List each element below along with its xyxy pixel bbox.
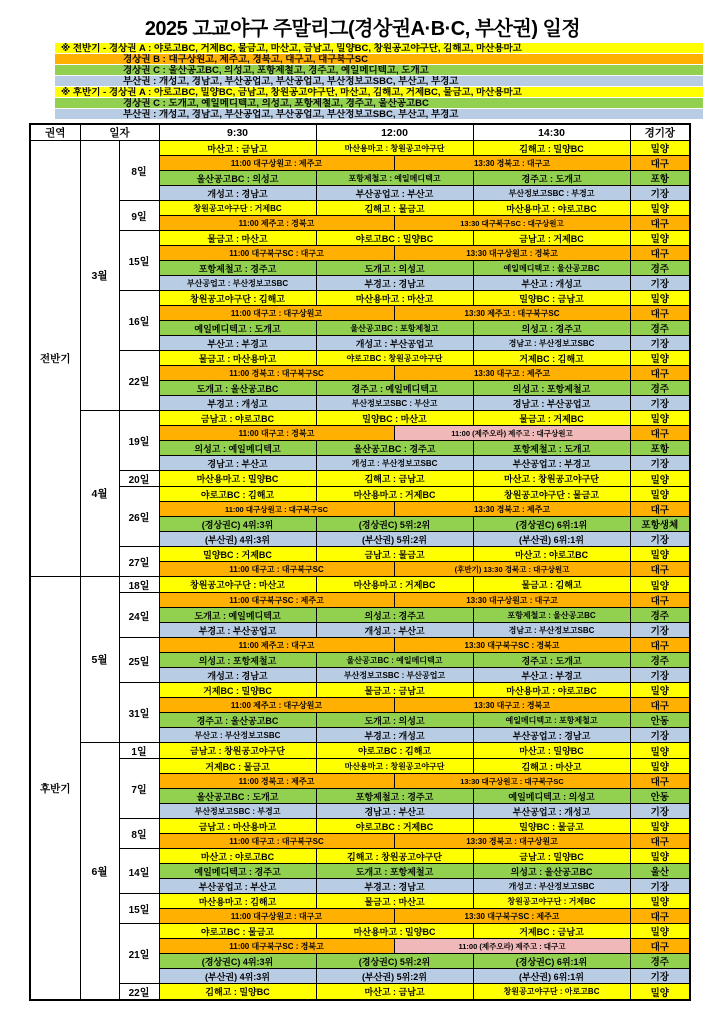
venue-cell: 대구	[630, 939, 690, 954]
venue-cell: 포항	[630, 171, 690, 186]
table-header-row	[30, 124, 690, 141]
game-cell: 부산고 : 부경고	[473, 668, 630, 683]
game-cell: 김해고 : 밀양BC	[473, 141, 630, 156]
game-cell: 13:30 대구상원고 : 대구북구SC	[394, 774, 630, 789]
game-cell: 야로고BC : 밀양BC	[316, 231, 473, 246]
game-cell: 경남고 : 부산고	[159, 456, 316, 471]
game-cell: 경주고 : 울산공고BC	[159, 713, 316, 728]
game-cell: 울산공고BC : 포항제철고	[316, 321, 473, 336]
game-cell: 창원공고야구단 : 물금고	[473, 487, 630, 502]
venue-cell: 밀양	[630, 577, 690, 593]
header-time-1430: 14:30	[473, 124, 630, 141]
game-cell: 13:30 대구고 : 제주고	[394, 366, 630, 381]
game-cell: 의성고 : 울산공고BC	[473, 864, 630, 879]
game-cell: 11:00 대구북구SC : 경북고	[159, 939, 394, 954]
game-cell: 부경고 : 경남고	[316, 276, 473, 291]
game-cell: 도개고 : 의성고	[316, 713, 473, 728]
game-cell: 11:00 대구고 : 대구북구SC	[159, 562, 394, 577]
day-cell: 21일	[119, 924, 159, 984]
game-cell: 의성고 : 예일메디텍고	[159, 441, 316, 456]
schedule-row	[30, 638, 690, 653]
game-cell: 부산공업고 : 경남고	[473, 728, 630, 743]
game-cell: (경상권C) 6위:1위	[473, 517, 630, 532]
schedule-row	[30, 759, 690, 774]
game-cell: 경남고 : 부산정보고SBC	[473, 623, 630, 638]
game-cell: 물금고 : 마산고	[159, 231, 316, 246]
game-cell: 부산정보고SBC : 부경고	[159, 804, 316, 819]
game-cell: 부산공업고 : 부산고	[159, 879, 316, 894]
venue-cell: 밀양	[630, 141, 690, 156]
game-cell: 부산공업고 : 개성고	[473, 804, 630, 819]
venue-cell: 밀양	[630, 819, 690, 834]
legend-line-6: 경상권 C : 도개고, 예일메디텍고, 의성고, 포항제철고, 경주고, 울산공고BC	[55, 98, 703, 109]
game-cell: 13:30 대구북구SC : 제주고	[394, 909, 630, 924]
venue-cell: 밀양	[630, 471, 690, 487]
venue-cell: 경주	[630, 321, 690, 336]
game-cell: 도개고 : 울산공고BC	[159, 381, 316, 396]
game-cell: 창원공고야구단 : 김해고	[159, 291, 316, 306]
day-cell: 15일	[119, 894, 159, 924]
venue-cell: 밀양	[630, 759, 690, 774]
venue-cell: 밀양	[630, 743, 690, 759]
schedule-row	[30, 291, 690, 306]
game-cell: (경상권C) 6위:1위	[473, 954, 630, 969]
venue-cell: 밀양	[630, 201, 690, 216]
game-cell: 야로고BC : 물금고	[159, 924, 316, 939]
schedule-row	[30, 547, 690, 562]
venue-cell: 대구	[630, 562, 690, 577]
game-cell: 물금고 : 거제BC	[473, 411, 630, 426]
game-cell: 물금고 : 금남고	[316, 683, 473, 698]
game-cell: 경남고 : 부산고	[316, 804, 473, 819]
venue-cell: 대구	[630, 909, 690, 924]
game-cell: 부경고 : 개성고	[159, 396, 316, 411]
game-cell: 13:30 대구북구SC : 대구상원고	[394, 216, 630, 231]
venue-cell: 밀양	[630, 231, 690, 246]
game-cell: 11:00 대구상원고 : 제주고	[159, 156, 394, 171]
game-cell: 11:00 대구상원고 : 대구고	[159, 909, 394, 924]
venue-cell: 경주	[630, 261, 690, 276]
game-cell: 김해고 : 창원공고야구단	[316, 849, 473, 864]
game-cell: 13:30 대구고 : 경북고	[394, 698, 630, 713]
game-cell: 마산고 : 야로고BC	[159, 849, 316, 864]
venue-cell: 울산	[630, 864, 690, 879]
game-cell: 13:30 제주고 : 대구북구SC	[394, 306, 630, 321]
game-cell: 도개고 : 포항제철고	[316, 864, 473, 879]
game-cell: 13:30 대구상원고 : 경북고	[394, 246, 630, 261]
game-cell: 마산용마고 : 밀양BC	[159, 471, 316, 487]
game-cell: 물금고 : 마산용마고	[159, 351, 316, 366]
game-cell: 마산고 : 밀양BC	[473, 743, 630, 759]
game-cell: 부산정보고SBC : 부경고	[473, 186, 630, 201]
game-cell: (경상권C) 4위:3위	[159, 517, 316, 532]
game-cell: 김해고 : 밀양BC	[159, 984, 316, 1001]
game-cell: (부산권) 4위:3위	[159, 969, 316, 984]
legend-block	[55, 43, 703, 120]
game-cell: (부산권) 4위:3위	[159, 532, 316, 547]
game-cell: 금남고 : 마산용마고	[159, 819, 316, 834]
venue-cell: 대구	[630, 774, 690, 789]
game-cell: 부경고 : 경남고	[316, 879, 473, 894]
game-cell: 의성고 : 경주고	[473, 321, 630, 336]
venue-cell: 대구	[630, 216, 690, 231]
game-cell: 11:00 대구북구SC : 대구고	[159, 246, 394, 261]
venue-cell: 안동	[630, 713, 690, 728]
game-cell: 금남고 : 창원공고야구단	[159, 743, 316, 759]
venue-cell: 대구	[630, 366, 690, 381]
game-cell: 거제BC : 밀양BC	[159, 683, 316, 698]
game-cell: 부산공업고 : 부경고	[473, 456, 630, 471]
schedule-row	[30, 743, 690, 759]
venue-cell: 대구	[630, 593, 690, 608]
game-cell: 마산용마고 : 야로고BC	[473, 683, 630, 698]
game-cell: 마산고 : 금남고	[159, 141, 316, 156]
game-cell: 밀양BC : 거제BC	[159, 547, 316, 562]
day-cell: 14일	[119, 849, 159, 894]
game-cell: (경상권C) 4위:3위	[159, 954, 316, 969]
game-cell: 금남고 : 물금고	[316, 547, 473, 562]
day-cell: 26일	[119, 487, 159, 547]
venue-cell: 밀양	[630, 547, 690, 562]
day-cell: 22일	[119, 984, 159, 1001]
venue-cell: 대구	[630, 834, 690, 849]
game-cell: (부산권) 5위:2위	[316, 532, 473, 547]
game-cell: 개성고 : 부산공업고	[316, 336, 473, 351]
game-cell: 밀양BC : 마산고	[316, 411, 473, 426]
game-cell: 부산공업고 : 부산정보고SBC	[159, 276, 316, 291]
game-cell: 13:30 경북고 : 대구상원고	[394, 834, 630, 849]
month-cell: 6월	[80, 743, 119, 1001]
game-cell: 경남고 : 부산공업고	[473, 396, 630, 411]
schedule-row	[30, 351, 690, 366]
venue-cell: 기장	[630, 186, 690, 201]
game-cell: 의성고 : 포항제철고	[473, 381, 630, 396]
game-cell: 물금고 : 마산고	[316, 894, 473, 909]
day-cell: 8일	[119, 819, 159, 849]
venue-cell: 경주	[630, 653, 690, 668]
month-cell: 4월	[80, 411, 119, 577]
game-cell: 개성고 : 경남고	[159, 186, 316, 201]
venue-cell: 대구	[630, 246, 690, 261]
game-cell: 11:00 (제주오라) 제주고 : 대구상원고	[394, 426, 630, 441]
venue-cell: 밀양	[630, 487, 690, 502]
venue-cell: 경주	[630, 381, 690, 396]
venue-cell: 밀양	[630, 683, 690, 698]
game-cell: 마산용마고 : 창원공고야구단	[316, 141, 473, 156]
venue-cell: 밀양	[630, 894, 690, 909]
game-cell: 11:00 대구고 : 경북고	[159, 426, 394, 441]
venue-cell: 대구	[630, 306, 690, 321]
game-cell: (경상권C) 5위:2위	[316, 954, 473, 969]
schedule-row	[30, 819, 690, 834]
game-cell: 13:30 경북고 : 대구고	[394, 156, 630, 171]
game-cell: 부산정보고SBC : 부산고	[316, 396, 473, 411]
schedule-body	[30, 141, 690, 1001]
game-cell: 의성고 : 포항제철고	[159, 653, 316, 668]
game-cell: 울산공고BC : 의성고	[159, 171, 316, 186]
day-cell: 8일	[119, 141, 159, 201]
venue-cell: 대구	[630, 426, 690, 441]
schedule-row	[30, 231, 690, 246]
venue-cell: 기장	[630, 396, 690, 411]
schedule-row	[30, 849, 690, 864]
venue-cell: 기장	[630, 532, 690, 547]
game-cell: 예일메디텍고 : 경주고	[159, 864, 316, 879]
game-cell: 거제BC : 금남고	[473, 924, 630, 939]
game-cell: 11:00 (제주오라) 제주고 : 대구고	[394, 939, 630, 954]
venue-cell: 기장	[630, 456, 690, 471]
day-cell: 27일	[119, 547, 159, 577]
venue-cell: 기장	[630, 668, 690, 683]
legend-line-3: 경상권 C : 울산공고BC, 의성고, 포항제철고, 경주고, 예일메디텍고, 도개고	[55, 65, 703, 76]
game-cell: 포항제철고 : 경주고	[316, 789, 473, 804]
game-cell: 11:00 대구고 : 대구상원고	[159, 306, 394, 321]
header-region: 권역	[30, 124, 80, 141]
game-cell: 김해고 : 금남고	[316, 471, 473, 487]
legend-line-1: ※ 전반기 - 경상권 A : 야로고BC, 거제BC, 물금고, 마산고, 금남고, 밀양BC, 창원공고야구단, 김해고, 마산용마고	[55, 43, 703, 54]
game-cell: (경상권C) 5위:2위	[316, 517, 473, 532]
legend-line-2: 경상권 B : 대구상원고, 제주고, 경북고, 대구고, 대구북구SC	[55, 54, 703, 65]
game-cell: 11:00 제주고 : 대구고	[159, 638, 394, 653]
game-cell: 울산공고BC : 예일메디텍고	[316, 653, 473, 668]
day-cell: 19일	[119, 411, 159, 471]
venue-cell: 기장	[630, 623, 690, 638]
game-cell: 부경고 : 개성고	[316, 728, 473, 743]
game-cell: 마산용마고 : 거제BC	[316, 577, 473, 593]
game-cell: 창원공고야구단 : 거제BC	[159, 201, 316, 216]
game-cell: 김해고 : 마산고	[473, 759, 630, 774]
game-cell: 마산용마고 : 야로고BC	[473, 201, 630, 216]
venue-cell: 안동	[630, 789, 690, 804]
header-time-1200: 12:00	[316, 124, 473, 141]
schedule-row	[30, 141, 690, 156]
day-cell: 15일	[119, 231, 159, 291]
header-time-930: 9:30	[159, 124, 316, 141]
venue-cell: 밀양	[630, 411, 690, 426]
game-cell: 경주고 : 도개고	[473, 653, 630, 668]
game-cell: 의성고 : 경주고	[316, 608, 473, 623]
game-cell: 창원공고야구단 : 마산고	[159, 577, 316, 593]
page-title: 2025 고교야구 주말리그(경상권A·B·C, 부산권) 일정	[144, 18, 581, 40]
game-cell: 개성고 : 부산정보고SBC	[316, 456, 473, 471]
schedule-row	[30, 201, 690, 216]
game-cell: 김해고 : 물금고	[316, 201, 473, 216]
game-cell: 마산용마고 : 밀양BC	[316, 924, 473, 939]
game-cell: 마산용마고 : 마산고	[316, 291, 473, 306]
game-cell: 마산용마고 : 김해고	[159, 894, 316, 909]
header-venue: 경기장	[630, 124, 690, 141]
month-cell: 5월	[80, 577, 119, 743]
schedule-table	[29, 123, 691, 1001]
header-date: 일자	[80, 124, 159, 141]
game-cell: 부산고 : 부경고	[159, 336, 316, 351]
schedule-row	[30, 683, 690, 698]
game-cell: 밀양BC : 물금고	[473, 819, 630, 834]
game-cell: 거제BC : 물금고	[159, 759, 316, 774]
game-cell: 11:00 제주고 : 경북고	[159, 216, 394, 231]
game-cell: 경주고 : 예일메디텍고	[316, 381, 473, 396]
game-cell: 도개고 : 의성고	[316, 261, 473, 276]
venue-cell: 밀양	[630, 984, 690, 1001]
game-cell: 11:00 제주고 : 대구상원고	[159, 698, 394, 713]
legend-line-7: 부산권 : 개성고, 경남고, 부산공업고, 부산공업고, 부산정보고SBC, 부산고, 부경고	[55, 109, 703, 120]
day-cell: 24일	[119, 593, 159, 638]
game-cell: 울산공고BC : 경주고	[316, 441, 473, 456]
game-cell: (부산권) 5위:2위	[316, 969, 473, 984]
venue-cell: 기장	[630, 969, 690, 984]
game-cell: (부산권) 6위:1위	[473, 532, 630, 547]
venue-cell: 기장	[630, 804, 690, 819]
venue-cell: 포항	[630, 441, 690, 456]
venue-cell: 대구	[630, 698, 690, 713]
game-cell: 부산고 : 부산정보고SBC	[159, 728, 316, 743]
month-cell: 3월	[80, 141, 119, 411]
schedule-row	[30, 471, 690, 487]
schedule-row	[30, 894, 690, 909]
schedule-row	[30, 577, 690, 593]
day-cell: 22일	[119, 351, 159, 411]
game-cell: 울산공고BC : 도개고	[159, 789, 316, 804]
legend-line-5: ※ 후반기 - 경상권 A : 아로고BC, 밀양BC, 금남고, 창원공고야구단, 마산고, 김해고, 거제BC, 물금고, 마산용마고	[55, 87, 703, 98]
game-cell: 개성고 : 부산정보고SBC	[473, 879, 630, 894]
schedule-row	[30, 411, 690, 426]
game-cell: (부산권) 6위:1위	[473, 969, 630, 984]
game-cell: 부경고 : 부산공업고	[159, 623, 316, 638]
game-cell: 13:30 대구북구SC : 경북고	[394, 638, 630, 653]
game-cell: 야로고BC : 김해고	[159, 487, 316, 502]
game-cell: 11:00 경북고 : 대구북구SC	[159, 366, 394, 381]
game-cell: 금남고 : 야로고BC	[159, 411, 316, 426]
game-cell: 경남고 : 부산정보고SBC	[473, 336, 630, 351]
game-cell: 11:00 대구북구SC : 제주고	[159, 593, 394, 608]
game-cell: 개성고 : 경남고	[159, 668, 316, 683]
venue-cell: 밀양	[630, 849, 690, 864]
day-cell: 16일	[119, 291, 159, 351]
venue-cell: 기장	[630, 879, 690, 894]
game-cell: 물금고 : 김해고	[473, 577, 630, 593]
game-cell: 11:00 대구상원고 : 대구북구SC	[159, 502, 394, 517]
game-cell: 11:00 경북고 : 제주고	[159, 774, 394, 789]
game-cell: 개성고 : 부산고	[316, 623, 473, 638]
venue-cell: 경주	[630, 608, 690, 623]
venue-cell: 밀양	[630, 291, 690, 306]
game-cell: 예일메디텍고 : 의성고	[473, 789, 630, 804]
game-cell: 야로고BC : 거제BC	[316, 819, 473, 834]
day-cell: 25일	[119, 638, 159, 683]
venue-cell: 경주	[630, 954, 690, 969]
game-cell: 부산정보고SBC : 부산공업고	[316, 668, 473, 683]
section-cell: 후반기	[30, 577, 80, 1001]
venue-cell: 대구	[630, 502, 690, 517]
game-cell: 부산공업고 : 부산고	[316, 186, 473, 201]
game-cell: 마산고 : 창원공고야구단	[473, 471, 630, 487]
game-cell: 창원공고야구단 : 아로고BC	[473, 984, 630, 1001]
game-cell: 금남고 : 밀양BC	[473, 849, 630, 864]
game-cell: 야로고BC : 김해고	[316, 743, 473, 759]
game-cell: 마산고 : 야로고BC	[473, 547, 630, 562]
day-cell: 7일	[119, 759, 159, 819]
game-cell: 포항제철고 : 경주고	[159, 261, 316, 276]
schedule-row	[30, 924, 690, 939]
game-cell: 예일메디텍고 : 도개고	[159, 321, 316, 336]
game-cell: 금남고 : 거제BC	[473, 231, 630, 246]
game-cell: 야로고BC : 창원공고야구단	[316, 351, 473, 366]
game-cell: 마산용마고 : 창원공고야구단	[316, 759, 473, 774]
game-cell: 밀양BC : 금남고	[473, 291, 630, 306]
venue-cell: 밀양	[630, 924, 690, 939]
venue-cell: 기장	[630, 728, 690, 743]
day-cell: 9일	[119, 201, 159, 231]
venue-cell: 대구	[630, 638, 690, 653]
section-cell: 전반기	[30, 141, 80, 577]
schedule-row	[30, 593, 690, 608]
game-cell: 13:30 대구상원고 : 대구고	[394, 593, 630, 608]
day-cell: 1일	[119, 743, 159, 759]
game-cell: (후반기) 13:30 경북고 : 대구상원고	[394, 562, 630, 577]
game-cell: 마산고 : 금남고	[316, 984, 473, 1001]
game-cell: 창원공고야구단 : 거제BC	[473, 894, 630, 909]
game-cell: 예일메디텍고 : 울산공고BC	[473, 261, 630, 276]
schedule-row	[30, 487, 690, 502]
venue-cell: 포항생체	[630, 517, 690, 532]
game-cell: 포항제철고 : 예일메디텍고	[316, 171, 473, 186]
game-cell: 예일메디텍고 : 포항제철고	[473, 713, 630, 728]
game-cell: 11:00 대구고 : 대구북구SC	[159, 834, 394, 849]
game-cell: 거제BC : 김해고	[473, 351, 630, 366]
game-cell: 도개고 : 예일메디텍고	[159, 608, 316, 623]
venue-cell: 기장	[630, 336, 690, 351]
day-cell: 20일	[119, 471, 159, 487]
venue-cell: 기장	[630, 276, 690, 291]
game-cell: 경주고 : 도개고	[473, 171, 630, 186]
venue-cell: 밀양	[630, 351, 690, 366]
venue-cell: 대구	[630, 156, 690, 171]
schedule-row	[30, 984, 690, 1001]
game-cell: 부산고 : 개성고	[473, 276, 630, 291]
day-cell: 18일	[119, 577, 159, 593]
game-cell: 포항제철고 : 도개고	[473, 441, 630, 456]
game-cell: 마산용마고 : 거제BC	[316, 487, 473, 502]
game-cell: 포항제철고 : 울산공고BC	[473, 608, 630, 623]
game-cell: 13:30 경북고 : 제주고	[394, 502, 630, 517]
day-cell: 31일	[119, 683, 159, 743]
legend-line-4: 부산권 : 개성고, 경남고, 부산공업고, 부산공업고, 부산정보고SBC, 부산고, 부경고	[55, 76, 703, 87]
